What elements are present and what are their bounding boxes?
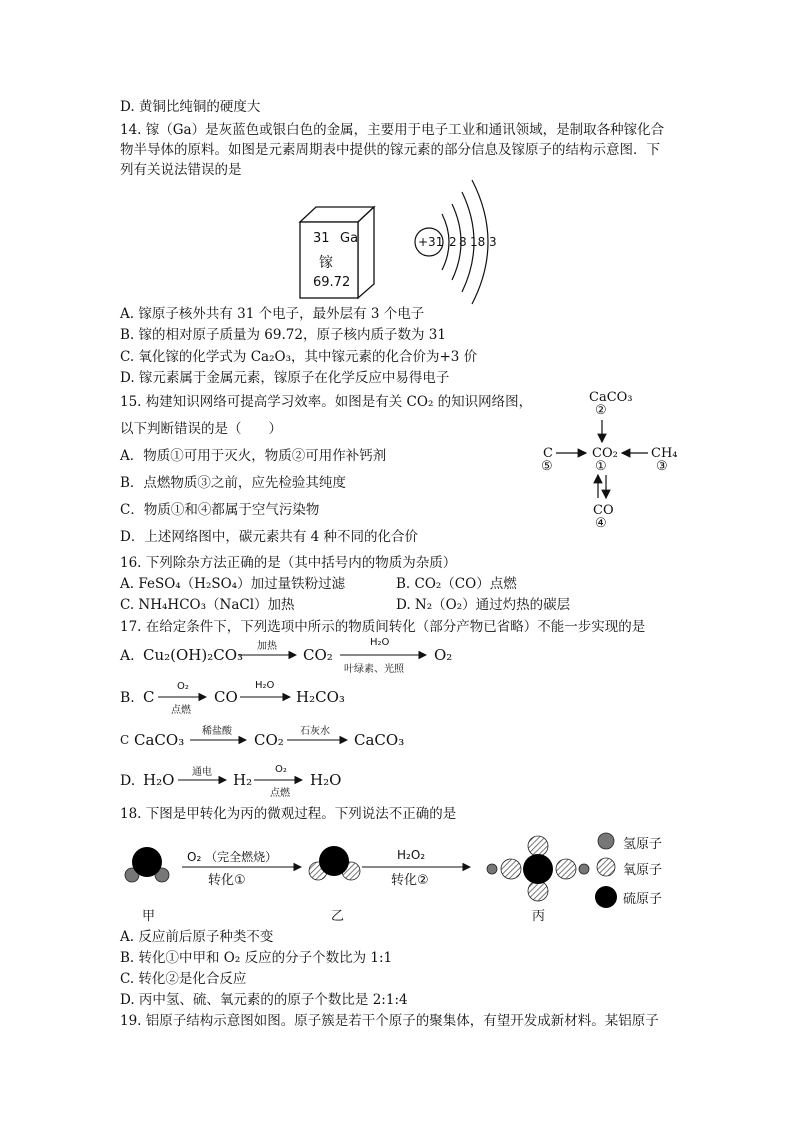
q14-option-b: B. 镓的相对原子质量为 69.72，原子核内质子数为 31 — [120, 327, 446, 343]
network-top-number: ② — [595, 403, 607, 418]
network-bottom-co: CO — [593, 503, 614, 518]
q15-option-a: A．物质①可用于灭火，物质②可用作补钙剂 — [120, 448, 387, 464]
legend-oxygen-label: 氧原子 — [623, 863, 663, 878]
q16-option-d: D. N₂（O₂）通过灼热的碳层 — [396, 597, 571, 613]
q18-arrow1-condition: O₂ （完全燃烧） — [187, 850, 278, 864]
q14-option-a: A. 镓原子核外共有 31 个电子，最外层有 3 个电子 — [120, 306, 425, 322]
element-symbol: Ga — [340, 231, 359, 246]
molecule-jia — [125, 847, 169, 882]
q15-stem-line2: 以下判断错误的是（ ） — [120, 421, 282, 437]
q16-option-a: A. FeSO₄（H₂SO₄）加过量铁粉过滤 — [120, 576, 346, 592]
q17-b-condition2: H₂O — [255, 680, 275, 691]
q17-d-arrow1 — [178, 775, 232, 785]
q16-option-c: C. NH₄HCO₃（NaCl）加热 — [120, 597, 295, 613]
shell-2-electrons: 8 — [459, 235, 467, 249]
q19-stem: 19. 铝原子结构示意图如图。原子簇是若干个原子的聚集体，有望开发成新材料。某铝原子 — [120, 1013, 659, 1029]
molecule-bing — [487, 836, 589, 901]
q18-option-d: D. 丙中氢、硫、氧元素的的原子个数比是 2:1:4 — [120, 992, 408, 1008]
q18-arrow2-label: 转化② — [391, 873, 429, 888]
q17-d-intermediate: H₂ — [233, 771, 253, 789]
q14-option-d: D. 镓元素属于金属元素，镓原子在化学反应中易得电子 — [120, 370, 450, 386]
q17-d-product: H₂O — [310, 771, 342, 789]
q17-a-condition2-top: H₂O — [370, 637, 390, 648]
q17-c-label: C — [120, 733, 130, 747]
q17-c-condition2: 石灰水 — [300, 726, 330, 737]
shell-1-electrons: 2 — [449, 235, 457, 249]
network-center-number: ① — [595, 459, 607, 474]
molecule-yi — [309, 846, 360, 880]
q15-option-b: B．点燃物质③之前，应先检验其纯度 — [120, 475, 346, 491]
q17-a-condition2-bottom: 叶绿素、光照 — [344, 664, 404, 675]
q18-arrow2-condition: H₂O₂ — [397, 848, 426, 862]
network-top-caco3: CaCO₃ — [589, 390, 633, 405]
q18-arrow1-label: 转化① — [208, 873, 246, 888]
q15-option-d: D．上述网络图中，碳元素共有 4 种不同的化合价 — [120, 529, 418, 545]
q17-b-condition1-top: O₂ — [177, 681, 189, 692]
nucleus-charge: +31 — [418, 235, 444, 249]
q17-b-product: H₂CO₃ — [296, 688, 345, 706]
q14-stem-line1: 14. 镓（Ga）是灰蓝色或银白色的金属，主要用于电子工业和通讯领域，是制取各种镓化合 — [120, 122, 665, 138]
legend-hydrogen-label: 氢原子 — [623, 837, 663, 852]
q17-c-reactant: CaCO₃ — [134, 731, 185, 749]
q14-option-c: C. 氧化镓的化学式为 Ca₂O₃，其中镓元素的化合价为+3 价 — [120, 349, 478, 365]
q17-stem: 17. 在给定条件下，下列选项中所示的物质间转化（部分产物已省略）不能一步实现的是 — [120, 619, 646, 635]
q17-c-condition1: 稀盐酸 — [202, 726, 232, 737]
q17-d-condition1: 通电 — [192, 767, 212, 778]
q14-stem-line3: 列有关说法错误的是 — [120, 162, 242, 178]
legend-oxygen-swatch — [597, 858, 615, 876]
q17-c-arrow1 — [190, 735, 252, 745]
q18-option-c: C. 转化②是化合反应 — [120, 971, 247, 987]
legend-sulfur-swatch — [595, 886, 617, 908]
q18-label-yi: 乙 — [331, 909, 345, 924]
q17-b-intermediate: CO — [214, 688, 238, 706]
q15-stem-line1: 15. 构建知识网络可提高学习效率。如图是有关 CO₂ 的知识网络图， — [120, 394, 533, 410]
network-arrows — [530, 380, 690, 540]
shell-3-electrons: 18 — [470, 235, 486, 249]
q15-option-c: C．物质①和④都属于空气污染物 — [120, 502, 320, 518]
network-right-ch4: CH₄ — [651, 446, 678, 461]
q17-b-condition1-bottom: 点燃 — [171, 705, 191, 716]
q17-b-arrow2 — [240, 692, 296, 702]
q17-a-intermediate: CO₂ — [303, 646, 333, 664]
atomic-number: 31 — [313, 231, 330, 246]
q17-a-reactant: Cu₂(OH)₂CO₃ — [143, 646, 244, 664]
q18-label-bing: 丙 — [532, 909, 546, 924]
q18-option-b: B. 转化①中甲和 O₂ 反应的分子个数比为 1:1 — [120, 950, 393, 966]
q17-a-arrow2 — [340, 650, 432, 660]
q17-d-condition2-bottom: 点燃 — [270, 788, 290, 799]
q17-c-arrow2 — [287, 735, 353, 745]
network-left-c: C — [543, 446, 553, 461]
q17-c-product: CaCO₃ — [354, 731, 405, 749]
q17-c-intermediate: CO₂ — [254, 731, 284, 749]
q17-a-product: O₂ — [434, 646, 453, 664]
q17-d-condition2-top: O₂ — [275, 764, 287, 775]
q17-b-reactant: C — [143, 688, 155, 706]
q17-a-condition1: 加热 — [257, 641, 277, 652]
q18-option-a: A. 反应前后原子种类不变 — [120, 929, 274, 945]
q18-label-jia: 甲 — [142, 909, 156, 924]
q16-option-b: B. CO₂（CO）点燃 — [396, 576, 517, 592]
q17-d-reactant: H₂O — [143, 771, 175, 789]
element-name: 镓 — [319, 255, 333, 271]
q17-d-label: D. — [120, 773, 136, 789]
q16-stem: 16. 下列除杂方法正确的是（其中括号内的物质为杂质） — [120, 555, 457, 571]
q17-a-label: A. — [120, 648, 135, 664]
legend-hydrogen-swatch — [598, 833, 614, 849]
atomic-mass: 69.72 — [313, 275, 351, 290]
q17-b-label: B. — [120, 690, 135, 706]
legend-sulfur-label: 硫原子 — [623, 892, 663, 907]
network-bottom-number: ④ — [595, 516, 607, 531]
shell-4-electrons: 3 — [489, 235, 497, 249]
network-left-number: ⑤ — [541, 459, 553, 474]
q18-stem: 18. 下图是甲转化为丙的微观过程。下列说法不正确的是 — [120, 806, 457, 822]
q14-stem-line2: 物半导体的原料。如图是元素周期表中提供的镓元素的部分信息及镓原子的结构示意图．下 — [120, 142, 660, 158]
network-right-number: ③ — [656, 459, 668, 474]
q13-option-d: D. 黄铜比纯铜的硬度大 — [120, 99, 261, 115]
network-center-co2: CO₂ — [592, 446, 618, 461]
q17-a-arrow1 — [238, 650, 302, 660]
